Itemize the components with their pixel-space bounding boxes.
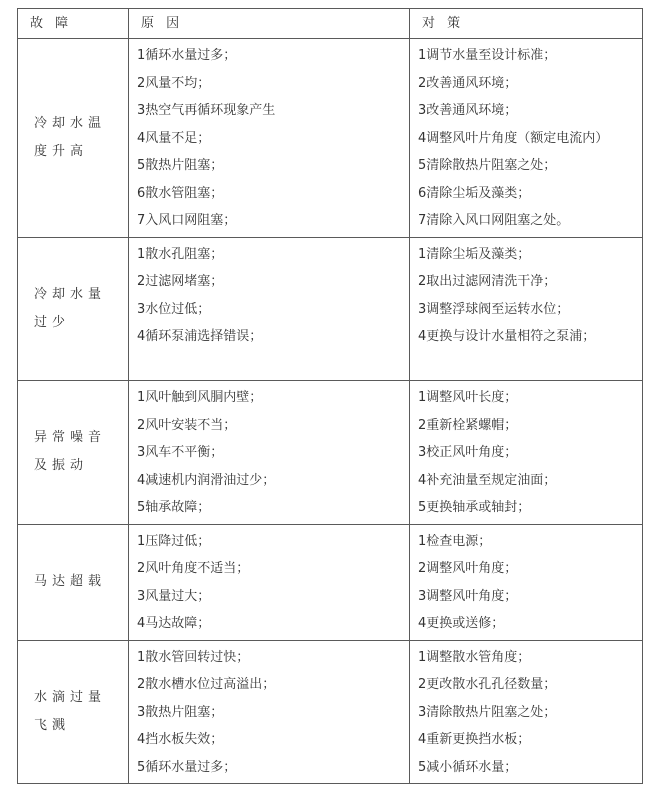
- header-fault: 故 障: [18, 9, 129, 39]
- header-solution: 对 策: [410, 9, 643, 39]
- causes-cell: [129, 640, 410, 784]
- cause-item: 2风叶安装不当；: [137, 417, 237, 433]
- causes-cell: [129, 39, 410, 238]
- cause-item: 1风叶触到风胴内壁；: [137, 390, 263, 405]
- solutions-cell: [410, 640, 643, 784]
- solution-item: 2更改散水孔孔径数量；: [418, 677, 557, 692]
- header-cause: 原 因: [129, 9, 410, 39]
- cause-item: 3热空气再循环现象产生: [137, 103, 276, 118]
- solution-item: 4补充油量至规定油面；: [418, 472, 557, 488]
- solutions-cell: [410, 524, 643, 640]
- solution-item: 5更换轴承或轴封；: [418, 500, 531, 515]
- solution-item: 1检查电源；: [418, 533, 492, 549]
- cause-item: 2散水槽水位过高溢出；: [137, 677, 276, 692]
- cause-item: 4风量不足；: [137, 130, 211, 146]
- solution-item: 7清除入风口网阻塞之处。: [418, 213, 570, 228]
- header-row: [18, 9, 643, 39]
- cause-item: 2过滤网堵塞；: [137, 274, 224, 289]
- cause-item: 5循环水量过多；: [137, 759, 237, 775]
- table-row: [18, 39, 643, 238]
- fault-cell: 异常噪音及振动: [18, 381, 129, 525]
- solution-item: 2取出过滤网清洗干净；: [418, 274, 557, 289]
- solutions-cell: [410, 381, 643, 525]
- cause-item: 4马达故障；: [137, 616, 211, 631]
- table-row: [18, 237, 643, 381]
- solution-item: 5减小循环水量；: [418, 759, 518, 775]
- cause-item: 2风量不均；: [137, 75, 211, 91]
- table-row: [18, 640, 643, 784]
- fault-cell: 冷却水量过少: [18, 237, 129, 381]
- solution-item: 2调整风叶角度；: [418, 561, 518, 576]
- solution-item: 1清除尘垢及藻类；: [418, 246, 531, 262]
- solution-item: 1调节水量至设计标准；: [418, 48, 557, 63]
- solution-item: 3改善通风环境；: [418, 103, 518, 118]
- solution-item: 3调整浮球阀至运转水位；: [418, 301, 570, 317]
- fault-cell: 水滴过量飞溅: [18, 640, 129, 784]
- cause-item: 1散水孔阻塞；: [137, 246, 224, 262]
- cause-item: 3风车不平衡；: [137, 445, 224, 460]
- cause-item: 7入风口网阻塞；: [137, 213, 237, 228]
- troubleshooting-table: [17, 8, 643, 784]
- table-row: [18, 524, 643, 640]
- solution-item: 4调整风叶片角度（额定电流内）: [418, 130, 609, 146]
- solution-item: 2改善通风环境；: [418, 75, 518, 91]
- cause-item: 3散热片阻塞；: [137, 704, 224, 720]
- cause-item: 4减速机内润滑油过少；: [137, 472, 276, 488]
- cause-item: 6散水管阻塞；: [137, 185, 224, 201]
- solution-item: 6清除尘垢及藻类；: [418, 185, 531, 201]
- solution-item: 4重新更换挡水板；: [418, 732, 531, 747]
- causes-cell: [129, 524, 410, 640]
- cause-item: 3水位过低；: [137, 301, 211, 317]
- cause-item: 3风量过大；: [137, 588, 211, 604]
- table-row: [18, 381, 643, 525]
- solution-item: 5清除散热片阻塞之处；: [418, 158, 557, 173]
- cause-item: 4循环泵浦选择错误；: [137, 329, 263, 344]
- solution-item: 2重新栓紧螺帽；: [418, 417, 518, 433]
- solution-item: 1调整风叶长度；: [418, 390, 518, 405]
- cause-item: 4挡水板失效；: [137, 732, 224, 747]
- solution-item: 4更换或送修；: [418, 616, 505, 631]
- solution-item: 3调整风叶角度；: [418, 588, 518, 604]
- cause-item: 1循环水量过多；: [137, 48, 237, 63]
- causes-cell: [129, 381, 410, 525]
- solution-item: 4更换与设计水量相符之泵浦；: [418, 329, 596, 344]
- solutions-cell: [410, 39, 643, 238]
- fault-cell: 冷却水温度升高: [18, 39, 129, 238]
- cause-item: 5轴承故障；: [137, 500, 211, 515]
- cause-item: 2风叶角度不适当；: [137, 561, 250, 576]
- causes-cell: [129, 237, 410, 381]
- blank-line: [137, 351, 403, 379]
- solution-item: 3清除散热片阻塞之处；: [418, 704, 557, 720]
- solution-item: 3校正风叶角度；: [418, 445, 518, 460]
- solutions-cell: [410, 237, 643, 381]
- fault-cell: 马达超载: [18, 524, 129, 640]
- cause-item: 1压降过低；: [137, 533, 211, 549]
- cause-item: 5散热片阻塞；: [137, 158, 224, 173]
- cause-item: 1散水管回转过快；: [137, 649, 250, 665]
- solution-item: 1调整散水管角度；: [418, 649, 531, 665]
